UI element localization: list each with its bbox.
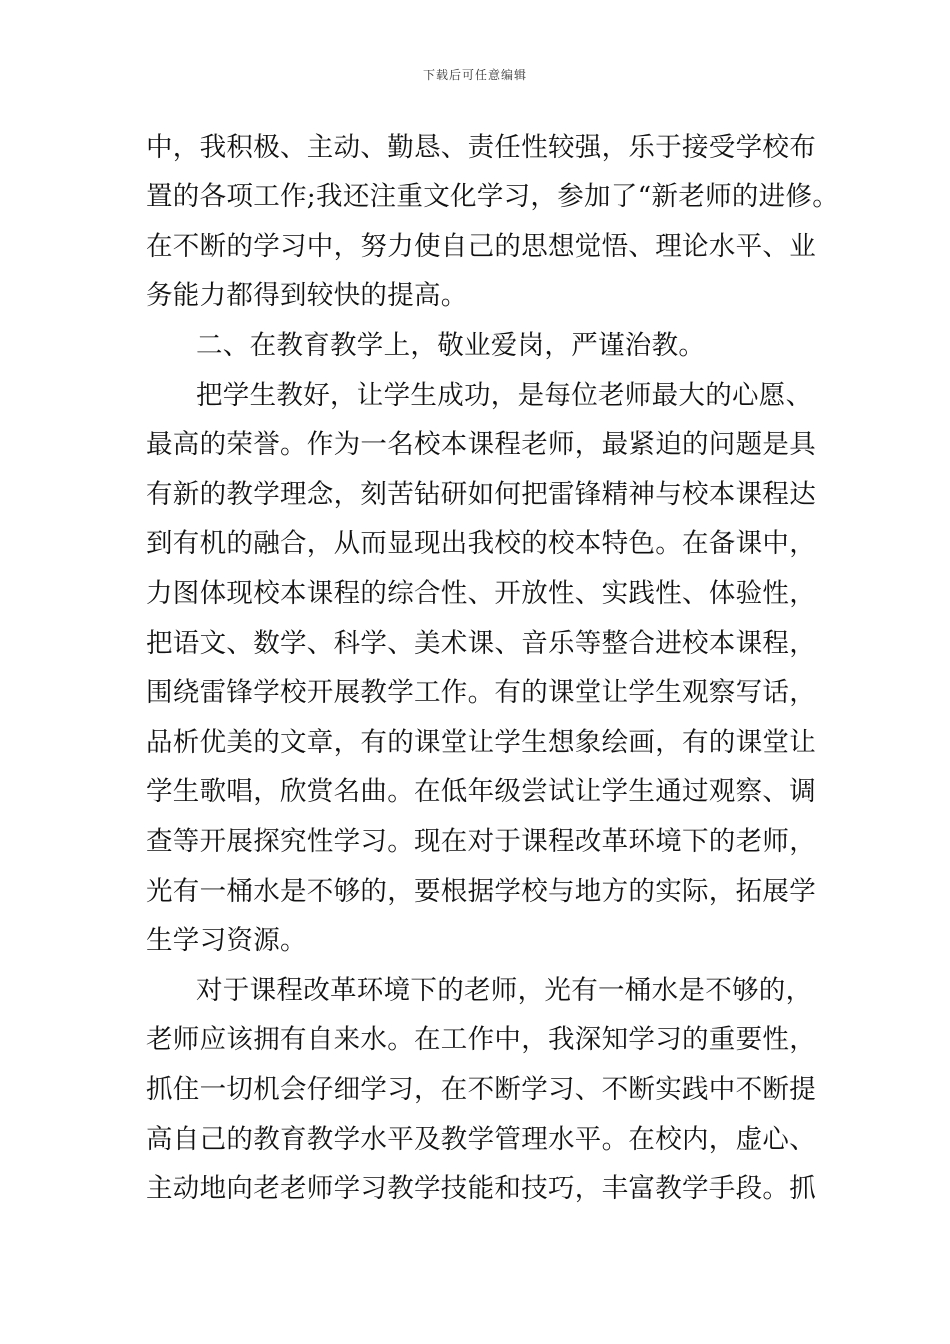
- page-header-note: 下载后可任意编辑: [422, 68, 527, 82]
- paragraph-line: 高自己的教育教学水平及教学管理水平。在校内，虚心、: [146, 1124, 816, 1155]
- paragraph-line: 抓住一切机会仔细学习，在不断学习、不断实践中不断提: [146, 1074, 816, 1105]
- paragraph-line: 务能力都得到较快的提高。: [146, 280, 468, 311]
- paragraph-line: 在不断的学习中，努力使自己的思想觉悟、理论水平、业: [146, 231, 816, 262]
- paragraph-line: 品析优美的文章，有的课堂让学生想象绘画，有的课堂让: [146, 727, 816, 758]
- paragraph-line: 老师应该拥有自来水。在工作中，我深知学习的重要性，: [146, 1024, 816, 1055]
- paragraph-line: 到有机的融合，从而显现出我校的校本特色。在备课中，: [146, 528, 816, 559]
- paragraph-line: 生学习资源。: [146, 925, 307, 956]
- paragraph-line: 有新的教学理念，刻苦钻研如何把雷锋精神与校本课程达: [146, 479, 816, 510]
- paragraph-line: 置的各项工作;我还注重文化学习，参加了“新老师的进修。: [146, 181, 840, 212]
- paragraph-line: 力图体现校本课程的综合性、开放性、实践性、体验性，: [146, 578, 816, 609]
- paragraph-line: 把语文、数学、科学、美术课、音乐等整合进校本课程，: [146, 628, 816, 659]
- paragraph-line: 最高的荣誉。作为一名校本课程老师，最紧迫的问题是具: [146, 429, 816, 460]
- paragraph-line: 主动地向老老师学习教学技能和技巧，丰富教学手段。抓: [146, 1173, 816, 1204]
- paragraph-line: 对于课程改革环境下的老师，光有一桶水是不够的，: [196, 975, 813, 1006]
- paragraph-line: 中，我积极、主动、勤恳、责任性较强，乐于接受学校布: [146, 132, 816, 163]
- paragraph-line: 查等开展探究性学习。现在对于课程改革环境下的老师，: [146, 826, 816, 857]
- paragraph-line: 把学生教好，让学生成功，是每位老师最大的心愿、: [196, 380, 813, 411]
- paragraph-line: 学生歌唱，欣赏名曲。在低年级尝试让学生通过观察、调: [146, 776, 816, 807]
- paragraph-line: 围绕雷锋学校开展教学工作。有的课堂让学生观察写话，: [146, 677, 816, 708]
- paragraph-line: 光有一桶水是不够的，要根据学校与地方的实际，拓展学: [146, 876, 816, 907]
- section-heading: 二、在教育教学上，敬业爱岗，严谨治教。: [196, 330, 706, 361]
